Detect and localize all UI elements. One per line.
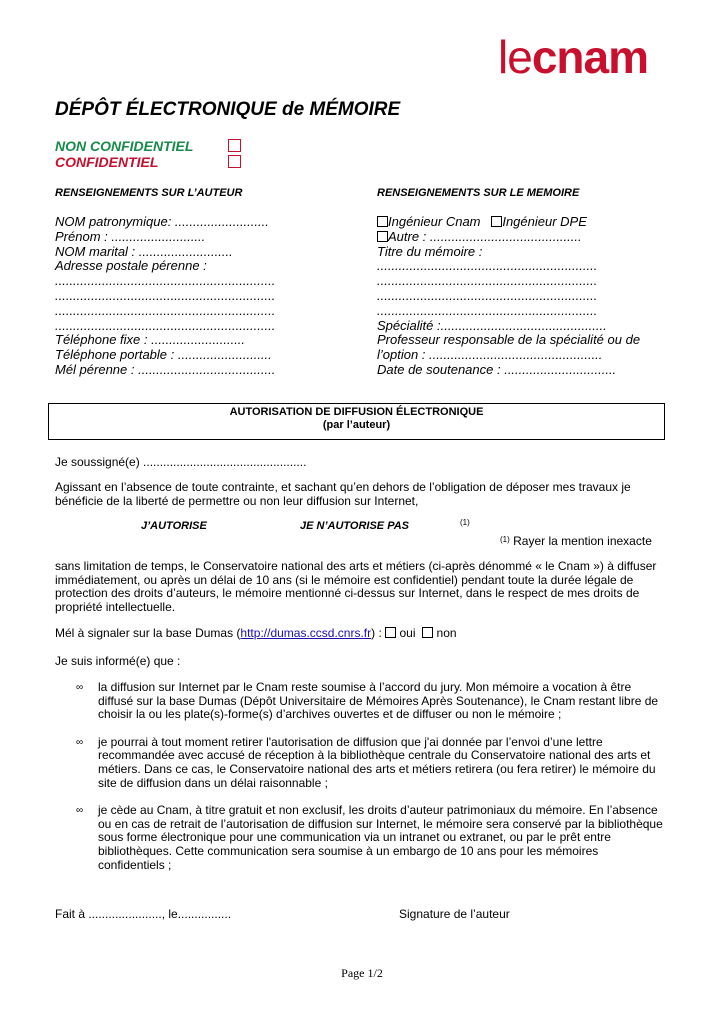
note-marker: (1) <box>460 518 470 527</box>
dumas-link[interactable]: http://dumas.ccsd.cnrs.fr <box>240 626 372 640</box>
bullet-text-1: la diffusion sur Internet par le Cnam reste soumise à l’accord du jury. Mon mémoire a vocation à être diffusé sur la base Dumas (Dépôt Universitaire de Mémoires Après Soutenance), le Cnam restant libre de choisir la ou les plate(s)-forme(s) d’archives ouvertes et de diffuser ou non le mémoire ; <box>98 680 659 722</box>
author-section-heading: RENSEIGNEMENTS SUR L’AUTEUR <box>55 187 243 199</box>
author-prenom[interactable]: Prénom : .......................... <box>55 228 206 244</box>
informe-line: Je suis informé(e) que : <box>55 654 181 668</box>
memoire-option[interactable]: l’option : ................................................ <box>377 347 603 363</box>
footnote <box>500 533 652 549</box>
confidentiel-checkbox[interactable] <box>228 155 241 168</box>
list-item <box>76 736 666 790</box>
logo-cnam: cnam <box>531 31 648 83</box>
memoire-titre-label: Titre du mémoire : <box>377 243 483 259</box>
ingenieur-dpe-checkbox[interactable] <box>491 216 502 227</box>
memoire-section-heading: RENSEIGNEMENTS SUR LE MEMOIRE <box>377 187 580 199</box>
page-number: Page 1/2 <box>341 966 383 980</box>
memoire-diploma-row <box>377 215 640 230</box>
memoire-autre-row <box>377 230 640 245</box>
autre-label[interactable]: Autre : .......................................... <box>388 228 582 244</box>
memoire-titre-line-1[interactable]: ............................................................. <box>377 258 598 274</box>
fait-a-line[interactable]: Fait à ......................, le................ <box>55 907 232 921</box>
memoire-titre-line-2[interactable]: ............................................................. <box>377 273 598 289</box>
oui-checkbox[interactable] <box>385 627 396 638</box>
authorization-subtitle: (par l’auteur) <box>322 419 391 431</box>
bullet-text-3: je cède au Cnam, à titre gratuit et non exclusif, les droits d’auteur patrimoniaux du mémoire. En l’absence ou en cas de retrait de l’autorisation de diffusion sur Internet, le mémoire sera conservé par la bibliothèque sous forme électronique pour une communication via un intranet ou extranet, ou par le prêt entre bibliothèques. Cette communication sera soumise à un embargo de 10 ans pour les mémoires confidentiels ; <box>98 803 663 872</box>
information-list <box>76 681 666 886</box>
memoire-fields <box>377 215 640 378</box>
bullet-icon: ∞ <box>76 682 84 693</box>
soussigne-line[interactable]: Je soussigné(e) ................................................. <box>55 455 307 469</box>
oui-label: oui <box>399 626 416 640</box>
mel-dumas-prefix: Mél à signaler sur la base Dumas ( <box>55 626 241 640</box>
authorization-title: AUTORISATION DE DIFFUSION ÉLECTRONIQUE <box>229 406 484 418</box>
sans-limitation-paragraph: sans limitation de temps, le Conservatoire national des arts et métiers (ci-après dénommé « le Cnam ») à diffuser immédiatement, ou après un délai de 10 ans (si le mémoire est confidentiel) pendant toute la durée légale de protection des droits d’auteurs, le mémoire mentionné ci-dessus sur Internet, dans le respect de mes droits de propriété intellectuelle. <box>55 559 657 614</box>
author-adresse-label: Adresse postale pérenne : <box>55 258 207 274</box>
memoire-titre-line-3[interactable]: ............................................................. <box>377 287 598 303</box>
author-telephone-fixe[interactable]: Téléphone fixe : .......................... <box>55 332 246 348</box>
bullet-text-2: je pourrai à tout moment retirer l'autorisation de diffusion que j'ai donnée par l’envoi d’une lettre recommandée avec accusé de réception à la bibliothèque centrale du Conservatoire national des arts et métiers. Dans ce cas, le Conservatoire national des arts et métiers retirera (ou fera retirer) le mémoire du site de diffusion dans un délai raisonnable ; <box>98 734 656 790</box>
footnote-marker: (1) <box>500 535 510 544</box>
ingenieur-dpe-label: Ingénieur DPE <box>502 214 587 229</box>
autre-checkbox[interactable] <box>377 231 388 242</box>
author-adresse-line-3[interactable]: ............................................................. <box>55 302 276 318</box>
author-nom-marital[interactable]: NOM marital : .......................... <box>55 243 233 259</box>
autorise-option[interactable]: J’AUTORISE <box>141 520 207 532</box>
footnote-text: Rayer la mention inexacte <box>513 534 652 548</box>
memoire-specialite[interactable]: Spécialité :.............................................. <box>377 317 607 333</box>
author-telephone-portable[interactable]: Téléphone portable : .......................... <box>55 347 272 363</box>
nautorise-option[interactable]: JE N’AUTORISE PAS <box>300 520 410 532</box>
author-adresse-line-4[interactable]: ............................................................. <box>55 317 276 333</box>
non-confidentiel-label: NON CONFIDENTIEL <box>55 138 194 154</box>
confidentiel-label: CONFIDENTIEL <box>55 154 159 170</box>
memoire-titre-line-4[interactable]: ............................................................. <box>377 302 598 318</box>
author-adresse-line-2[interactable]: ............................................................. <box>55 287 276 303</box>
ingenieur-cnam-label: Ingénieur Cnam <box>388 214 481 229</box>
bullet-icon: ∞ <box>76 805 84 817</box>
author-fields <box>55 215 275 378</box>
cnam-logo <box>498 31 648 83</box>
mel-dumas-row <box>55 627 457 641</box>
page-title: DÉPÔT ÉLECTRONIQUE de MÉMOIRE <box>55 99 401 120</box>
agissant-paragraph: Agissant en l’absence de toute contrainte, et sachant qu’en dehors de l’obligation de déposer mes travaux je bénéficie de la liberté de permettre ou non leur diffusion sur Internet, <box>55 480 631 508</box>
non-label: non <box>436 626 457 640</box>
memoire-date-soutenance[interactable]: Date de soutenance : ............................... <box>377 361 617 377</box>
signature-label: Signature de l’auteur <box>399 907 510 921</box>
ingenieur-cnam-checkbox[interactable] <box>377 216 388 227</box>
bullet-icon: ∞ <box>76 736 84 748</box>
memoire-professeur-label: Professeur responsable de la spécialité ou de <box>377 332 641 348</box>
logo-le: le <box>498 31 532 83</box>
author-mel-perenne[interactable]: Mél pérenne : ...................................... <box>55 361 276 377</box>
author-nom-patronymique[interactable]: NOM patronymique: .......................... <box>55 214 269 229</box>
non-confidentiel-checkbox[interactable] <box>228 139 241 152</box>
author-adresse-line-1[interactable]: ............................................................. <box>55 273 276 289</box>
authorization-header-box <box>48 403 665 440</box>
mel-dumas-suffix: ) : <box>371 626 386 640</box>
list-item <box>76 804 666 872</box>
list-item <box>76 681 666 722</box>
non-checkbox[interactable] <box>422 627 433 638</box>
